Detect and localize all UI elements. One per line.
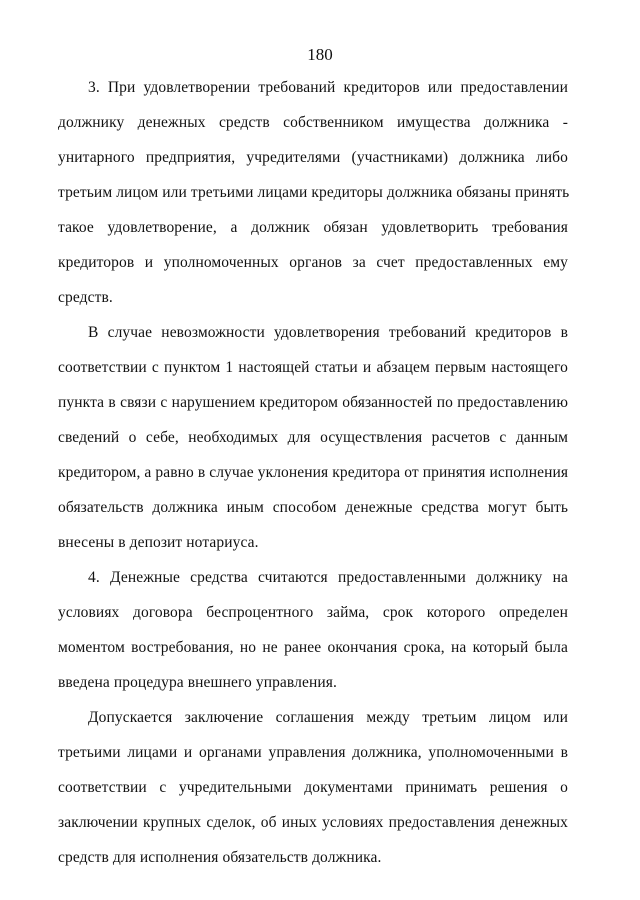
paragraph-3-line-4: введена процедура внешнего управления.	[58, 674, 337, 691]
paragraph-4-line-5: средств для исполнения обязательств должника.	[58, 849, 382, 866]
paragraph-2-line-7: внесены в депозит нотариуса.	[58, 534, 259, 551]
paragraph-1-line-1: 3. При удовлетворении требований кредиторов или предоставлении	[88, 79, 568, 96]
page-number: 180	[307, 45, 333, 64]
paragraph-2-line-3: пункта в связи с нарушением кредитором обязанностей по предоставлению	[58, 394, 568, 411]
paragraph-4-line-1: Допускается заключение соглашения между третьим лицом или	[88, 709, 568, 726]
paragraph-3-line-3: моментом востребования, но не ранее окончания срока, на который была	[58, 639, 568, 656]
paragraph-4-line-2: третьими лицами и органами управления должника, уполномоченными в	[58, 744, 568, 761]
paragraph-1-line-6: кредиторов и уполномоченных органов за счет предоставленных ему	[58, 254, 568, 271]
paragraph-2-line-6: обязательств должника иным способом денежные средства могут быть	[58, 499, 568, 516]
paragraph-1-line-4: третьим лицом или третьими лицами кредиторы должника обязаны принять	[58, 184, 570, 201]
paragraph-1-line-5: такое удовлетворение, а должник обязан удовлетворить требования	[58, 219, 568, 236]
paragraph-2-line-2: соответствии с пунктом 1 настоящей статьи и абзацем первым настоящего	[58, 359, 568, 376]
paragraph-2-line-5: кредитором, а равно в случае уклонения кредитора от принятия исполнения	[58, 464, 569, 481]
paragraph-2-line-1: В случае невозможности удовлетворения требований кредиторов в	[88, 324, 568, 341]
paragraph-1-line-2: должнику денежных средств собственником имущества должника -	[58, 114, 568, 131]
paragraph-2-line-4: сведений о себе, необходимых для осуществления расчетов с данным	[58, 429, 568, 446]
paragraph-1-line-7: средств.	[58, 289, 113, 306]
paragraph-1-line-3: унитарного предприятия, учредителями (участниками) должника либо	[58, 149, 568, 166]
paragraph-3-line-2: условиях договора беспроцентного займа, срок которого определен	[58, 604, 568, 621]
paragraph-4-line-3: соответствии с учредительными документами принимать решения о	[58, 779, 568, 796]
paragraph-3-line-1: 4. Денежные средства считаются предоставленными должнику на	[88, 569, 568, 586]
paragraph-4-line-4: заключении крупных сделок, об иных условиях предоставления денежных	[58, 814, 568, 831]
